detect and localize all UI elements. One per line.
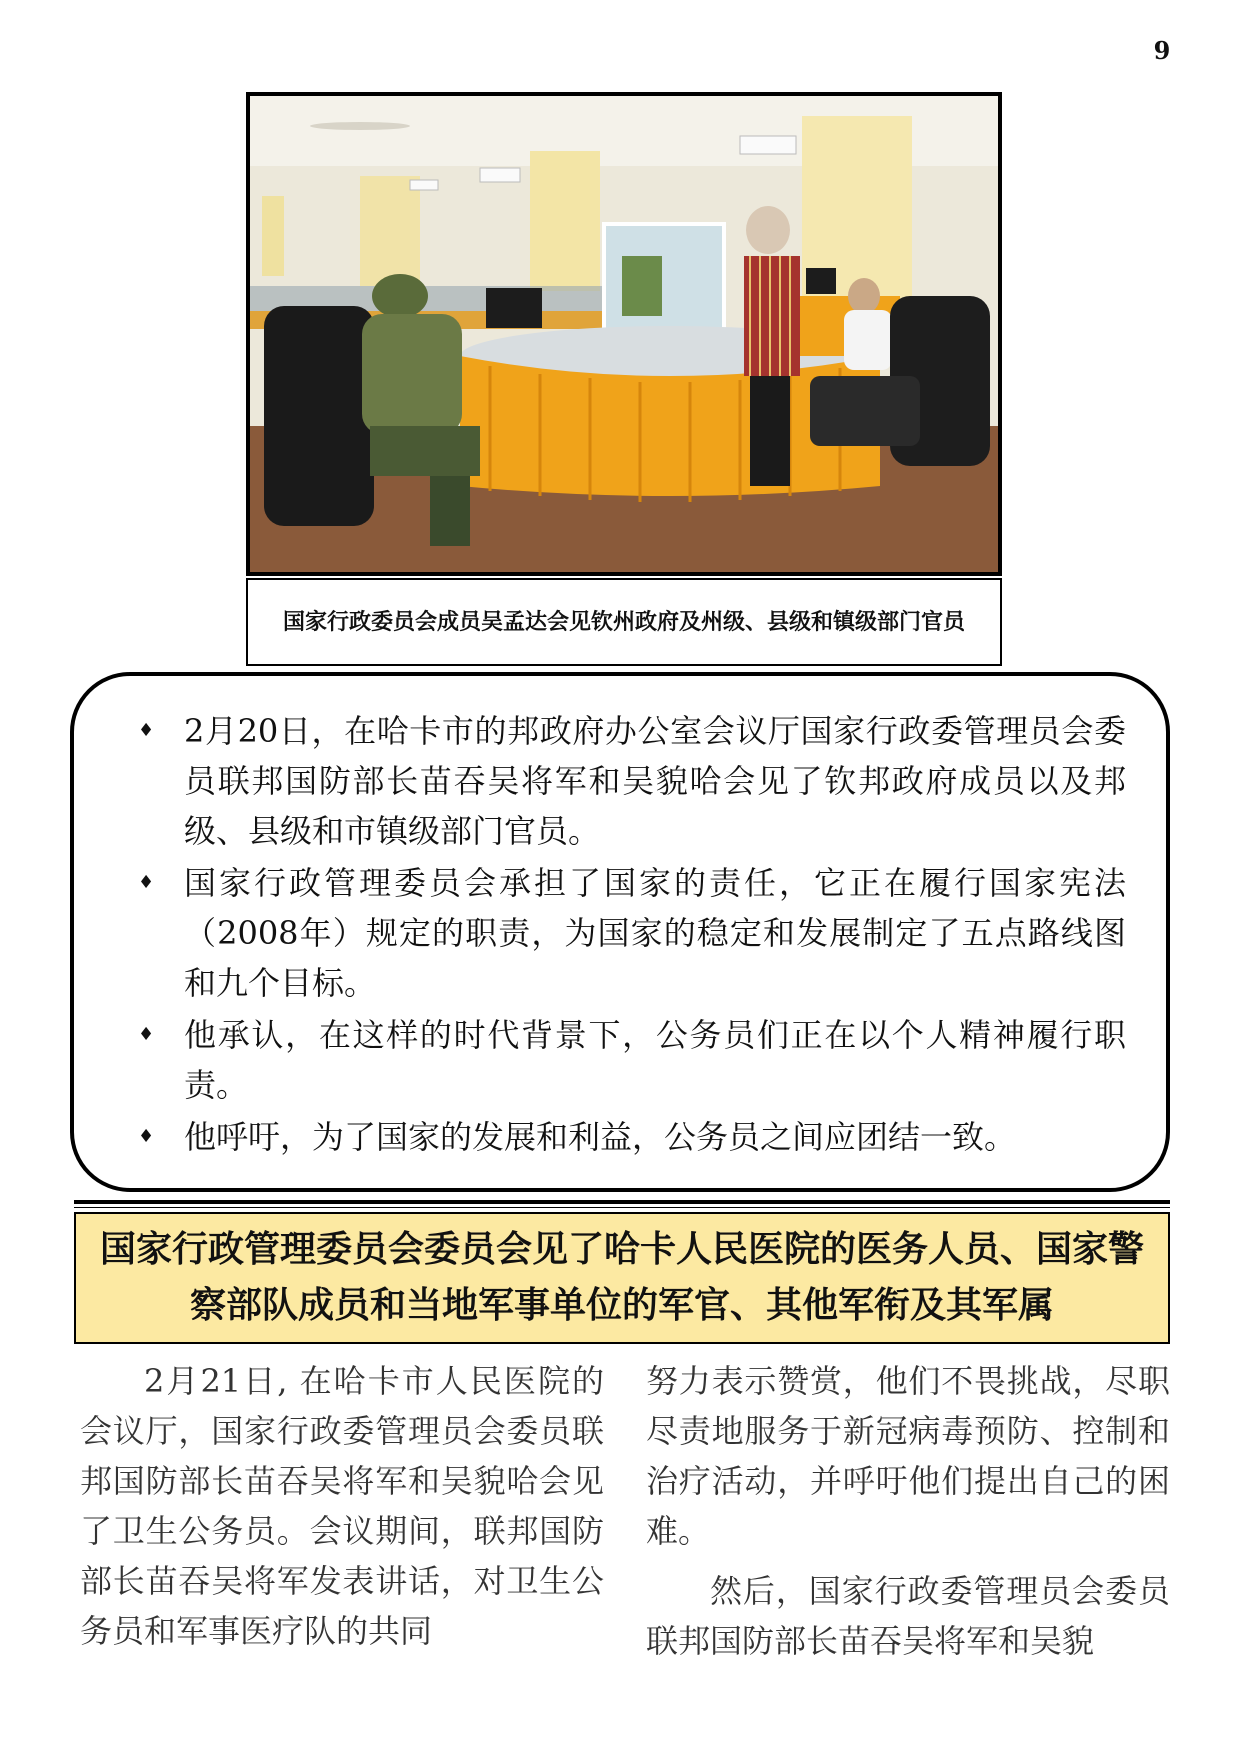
diamond-bullet-icon: ♦ — [138, 1024, 155, 1045]
summary-text: 2月20日，在哈卡市的邦政府办公室会议厅国家行政委管理员会委员联邦国防部长苗吞吴将军和吴貌哈会见了钦邦政府成员以及邦级、县级和市镇级部门官员。 — [184, 712, 1126, 850]
page-number: 9 — [1153, 36, 1171, 65]
diamond-bullet-icon: ♦ — [138, 1126, 155, 1147]
list-item — [104, 1112, 1126, 1162]
section-divider — [74, 1200, 1170, 1204]
list-item — [104, 706, 1126, 856]
summary-text: 他呼吁，为了国家的发展和利益，公务员之间应团结一致。 — [184, 1118, 1017, 1156]
summary-list — [104, 706, 1126, 1162]
article-column-left — [80, 1356, 604, 1676]
article-paragraph: 2月21日, 在哈卡市人民医院的会议厅，国家行政委管理员会委员联邦国防部长苗吞吴将军和吴貌哈会见了卫生公务员。会议期间，联邦国防部长苗吞吴将军发表讲话，对卫生公务员和军事医疗队的共同 — [80, 1362, 604, 1650]
photo-caption: 国家行政委员会成员吴孟达会见钦州政府及州级、县级和镇级部门官员 — [246, 578, 1002, 666]
news-photo — [246, 92, 1002, 576]
section-divider-thin — [74, 1207, 1170, 1208]
article-body — [80, 1356, 1170, 1676]
summary-box — [70, 672, 1170, 1192]
article-paragraph: 然后，国家行政委管理员会委员联邦国防部长苗吞吴将军和吴貌 — [646, 1572, 1170, 1660]
meeting-room-photo-icon — [250, 96, 998, 572]
article-column-right — [646, 1356, 1170, 1676]
article-paragraph: 努力表示赞赏，他们不畏挑战，尽职尽责地服务于新冠病毒预防、控制和治疗活动，并呼吁他们提出自己的困难。 — [646, 1362, 1170, 1550]
list-item — [104, 1010, 1126, 1110]
summary-text: 他承认，在这样的时代背景下，公务员们正在以个人精神履行职责。 — [184, 1016, 1126, 1104]
list-item — [104, 858, 1126, 1008]
summary-text: 国家行政管理委员会承担了国家的责任，它正在履行国家宪法（2008年）规定的职责，为国家的稳定和发展制定了五点路线图和九个目标。 — [184, 864, 1126, 1002]
article-headline: 国家行政管理委员会委员会见了哈卡人民医院的医务人员、国家警察部队成员和当地军事单位的军官、其他军衔及其军属 — [74, 1212, 1170, 1344]
diamond-bullet-icon: ♦ — [138, 872, 155, 893]
diamond-bullet-icon: ♦ — [138, 720, 155, 741]
